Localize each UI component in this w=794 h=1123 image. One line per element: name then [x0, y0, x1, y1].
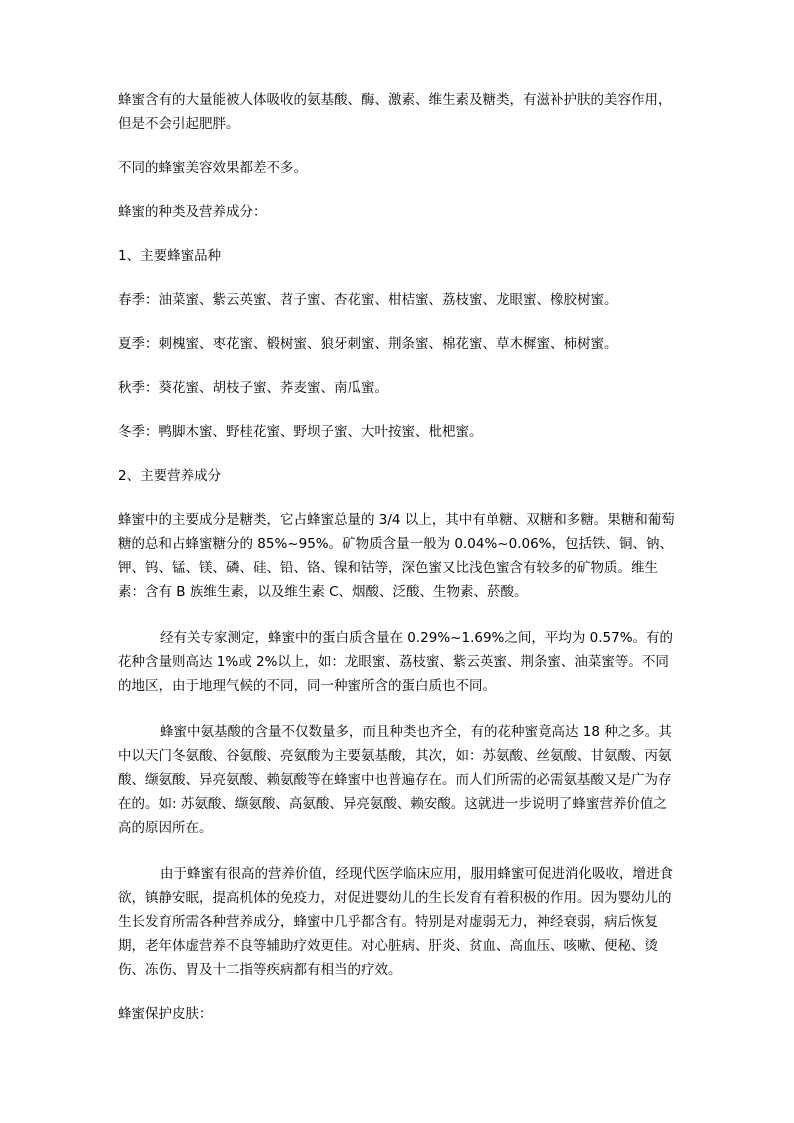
protein-paragraph: 经有关专家测定，蜂蜜中的蛋白质含量在 0.29%~1.69%之间，平均为 0.57%。有的花种含量则高达 1%或 2%以上，如：龙眼蜜、荔枝蜜、紫云英蜜、荆条蜜、油菜蜜等。不同的地区，由于地理气候的不同，同一种蜜所含的蛋白质也不同。 [118, 630, 674, 694]
nutrition-paragraph: 蜂蜜中的主要成分是糖类，它占蜂蜜总量的 3/4 以上，其中有单糖、双糖和多糖。果糖和葡萄糖的总和占蜂蜜糖分的 85%~95%。矿物质含量一般为 0.04%~0.06%，包括铁、铜、钠、钾、钨、锰、镁、磷、硅、铅、铬、镍和钴等，深色蜜又比浅色蜜含有较多的矿物质。维生素：含有 B 族维生素，以及维生素 C、烟酸、泛酸、生物素、菸酸。 [118, 512, 675, 600]
skin-protection-heading: 蜂蜜保护皮肤： [118, 1006, 213, 1022]
medical-value-paragraph: 由于蜂蜜有很高的营养价值，经现代医学临床应用，服用蜂蜜可促进消化吸收，增进食欲，镇静安眠，提高机体的免疫力，对促进婴幼儿的生长发育有着积极的作用。因为婴幼儿的生长发育所需各种营养成分，蜂蜜中几乎都含有。特别是对虚弱无力，神经衰弱，病后恢复期，老年体虚营养不良等辅助疗效更佳。对心脏病、肝炎、贫血、高血压、咳嗽、便秘、烫伤、冻伤、胃及十二指等疾病都有相当的疗效。 [118, 866, 673, 978]
winter-honey-line: 冬季：鸭脚木蜜、野桂花蜜、野坝子蜜、大叶按蜜、枇杷蜜。 [118, 424, 483, 440]
same-effect-line: 不同的蜂蜜美容效果都差不多。 [118, 160, 307, 176]
amino-acids-paragraph: 蜂蜜中氨基酸的含量不仅数量多，而且种类也齐全，有的花种蜜竟高达 18 种之多。其中以天门冬氨酸、谷氨酸、亮氨酸为主要氨基酸，其次，如：苏氨酸、丝氨酸、甘氨酸、丙氨酸、缬氨酸、异亮氨酸、赖氨酸等在蜂蜜中也普遍存在。而人们所需的必需氨基酸又是广为存在的。如: 苏氨酸、缬氨酸、高氨酸、异亮氨酸、赖安酸。这就进一步说明了蜂蜜营养价值之高的原因所在。 [118, 724, 672, 836]
document-body [118, 88, 678, 1026]
summer-honey-line: 夏季：刺槐蜜、枣花蜜、椴树蜜、狼牙刺蜜、荆条蜜、棉花蜜、草木樨蜜、柿树蜜。 [118, 336, 618, 352]
types-heading: 蜂蜜的种类及营养成分： [118, 204, 267, 220]
section2-heading: 2、主要营养成分 [118, 468, 222, 484]
section1-heading: 1、主要蜂蜜品种 [118, 248, 222, 264]
intro-paragraph: 蜂蜜含有的大量能被人体吸收的氨基酸、酶、激素、维生素及糖类，有滋补护肤的美容作用，但是不会引起肥胖。 [118, 92, 672, 132]
spring-honey-line: 春季：油菜蜜、紫云英蜜、苕子蜜、杏花蜜、柑桔蜜、荔枝蜜、龙眼蜜、橡胶树蜜。 [118, 292, 618, 308]
autumn-honey-line: 秋季：葵花蜜、胡枝子蜜、荞麦蜜、南瓜蜜。 [118, 380, 388, 396]
